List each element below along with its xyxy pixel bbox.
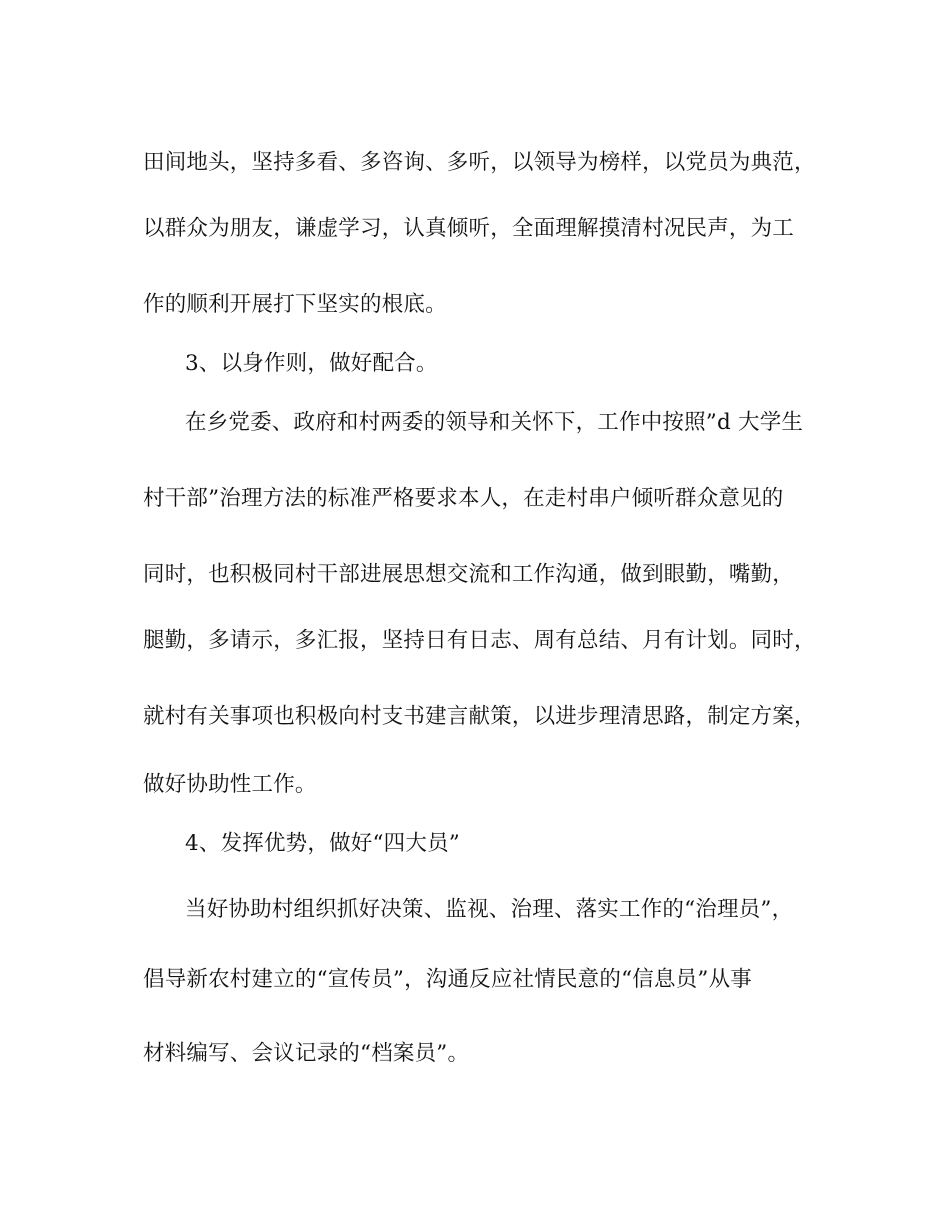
paragraph-line-7: 同时，也积极同村干部进展思想交流和工作沟通，做到眼勤，嘴勤， <box>143 562 795 587</box>
section-heading-4: 4、发挥优势，做好“四大员” <box>185 831 460 856</box>
paragraph-line-13: 倡导新农村建立的“宣传员”，沟通反应社情民意的“信息员”从事 <box>143 967 752 992</box>
paragraph-line-3: 作的顺利开展打下坚实的根底。 <box>143 292 447 317</box>
paragraph-line-9: 就村有关事项也积极向村支书建言献策，以进步理清思路，制定方案， <box>143 704 816 729</box>
paragraph-line-10: 做好协助性工作。 <box>143 772 317 797</box>
paragraph-line-14: 材料编写、会议记录的“档案员”。 <box>143 1041 470 1066</box>
paragraph-line-12: 当好协助村组织抓好决策、监视、治理、落实工作的“治理员”， <box>185 897 794 922</box>
paragraph-line-5: 在乡党委、政府和村两委的领导和关怀下，工作中按照”d 大学生 <box>185 410 804 435</box>
section-heading-3: 3、以身作则，做好配合。 <box>185 351 438 376</box>
paragraph-line-1: 田间地头，坚持多看、多咨询、多听，以领导为榜样，以党员为典范， <box>143 150 816 175</box>
paragraph-line-8: 腿勤，多请示，多汇报，坚持日有日志、周有总结、月有计划。同时， <box>143 628 816 653</box>
paragraph-line-6: 村干部”治理方法的标准严格要求本人，在走村串户倾听群众意见的 <box>143 486 784 511</box>
paragraph-line-2: 以群众为朋友，谦虚学习，认真倾听，全面理解摸清村况民声，为工 <box>143 216 795 241</box>
